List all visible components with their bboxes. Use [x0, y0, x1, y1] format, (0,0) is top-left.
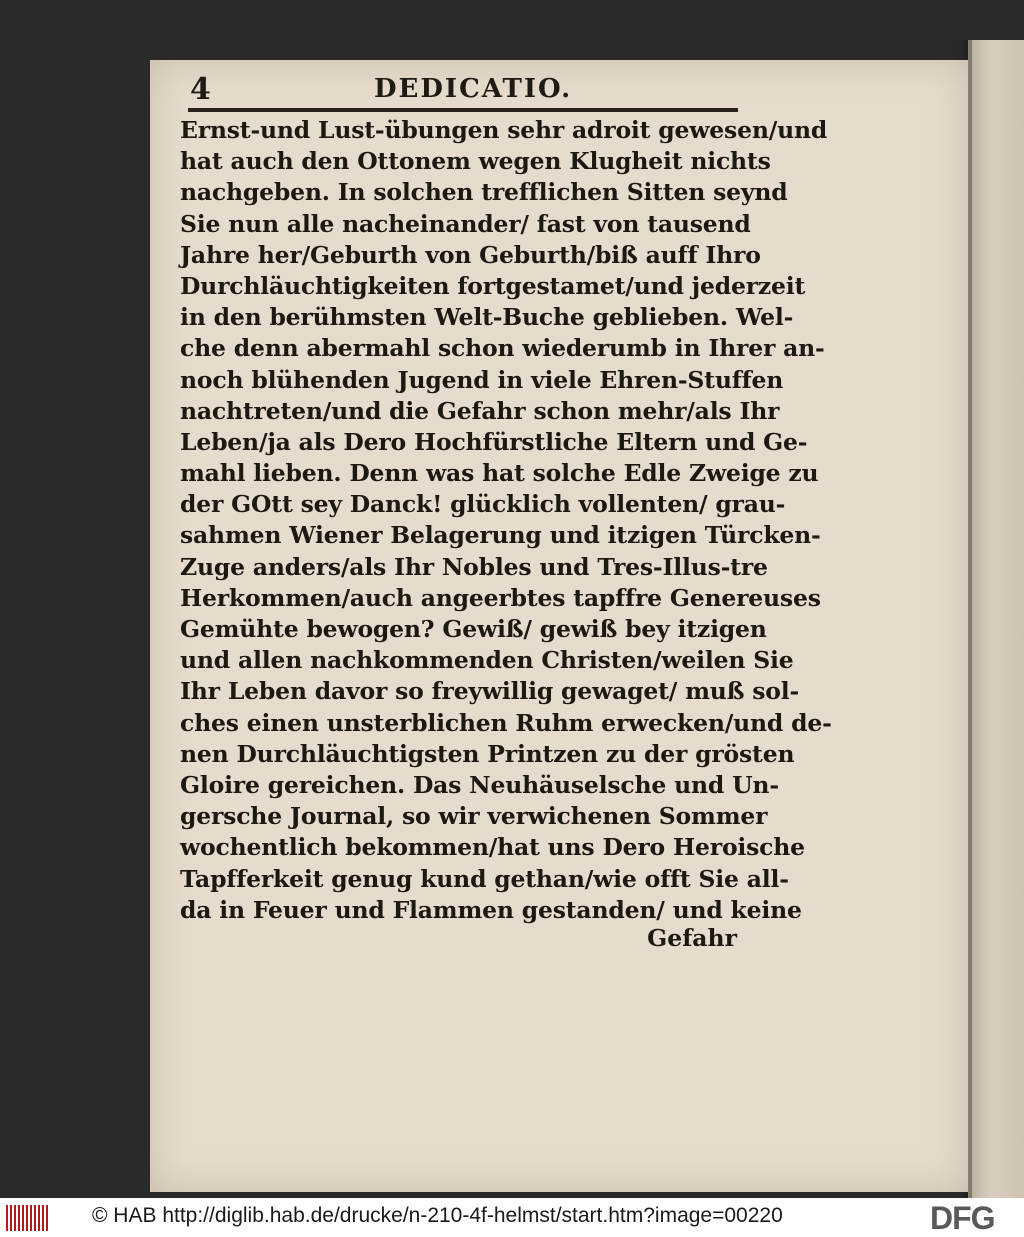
text-line: Durchläuchtigkeiten fortgestamet/und jederzeit: [180, 271, 806, 300]
header-rule: [188, 108, 738, 112]
text-line: hat auch den Ottonem wegen Klugheit nichts: [180, 147, 771, 176]
text-line: in den berühmsten Welt-Buche geblieben. Wel-: [180, 303, 794, 332]
text-line: nen Durchläuchtigsten Printzen zu der grösten: [180, 739, 795, 768]
text-line: Gloire gereichen. Das Neuhäuselsche und Un-: [180, 770, 779, 799]
text-line: Herkommen/auch angeerbtes tapffre Genereuses: [180, 583, 821, 612]
catchword: Gefahr: [647, 924, 737, 952]
text-line: ches einen unsterblichen Ruhm erwecken/und de-: [180, 708, 832, 737]
page-number: 4: [190, 72, 211, 107]
page-header: [190, 66, 740, 106]
body-text: [180, 115, 832, 926]
text-line: Jahre her/Geburth von Geburth/biß auff Ihro: [180, 240, 761, 269]
text-line: Sie nun alle nacheinander/ fast von tausend: [180, 209, 751, 238]
text-line: Tapfferkeit genug kund gethan/wie offt Sie all-: [180, 864, 789, 893]
text-line: der GOtt sey Danck! glücklich vollenten/ grau-: [180, 490, 786, 519]
next-page-edge: [968, 40, 1024, 1198]
text-line: da in Feuer und Flammen gestanden/ und keine: [180, 895, 802, 924]
source-link[interactable]: © HAB http://diglib.hab.de/drucke/n-210-4f-helmst/start.htm?image=00220: [92, 1204, 783, 1227]
text-line: und allen nachkommenden Christen/weilen Sie: [180, 646, 794, 675]
hab-logo-icon: [6, 1205, 48, 1231]
text-line: Ihr Leben davor so freywillig gewaget/ muß sol-: [180, 677, 800, 706]
text-line: nachtreten/und die Gefahr schon mehr/als Ihr: [180, 396, 780, 425]
text-line: wochentlich bekommen/hat uns Dero Heroische: [180, 833, 805, 862]
text-line: Ernst-und Lust-übungen sehr adroit gewesen/und: [180, 116, 828, 144]
text-line: che denn abermahl schon wiederumb in Ihrer an-: [180, 334, 825, 363]
running-title: DEDICATIO.: [374, 74, 573, 104]
text-line: Gemühte bewogen? Gewiß/ gewiß bey itzigen: [180, 615, 767, 643]
text-line: gersche Journal, so wir verwichenen Sommer: [180, 802, 768, 831]
text-line: noch blühenden Jugend in viele Ehren-Stuffen: [180, 365, 784, 394]
text-line: mahl lieben. Denn was hat solche Edle Zweige zu: [180, 459, 819, 488]
dfg-logo: DFG: [930, 1200, 995, 1236]
text-line: Leben/ja als Dero Hochfürstliche Eltern und Ge-: [180, 427, 808, 456]
text-line: nachgeben. In solchen trefflichen Sitten seynd: [180, 178, 788, 207]
viewer-footer: [0, 1198, 1024, 1237]
text-line: sahmen Wiener Belagerung und itzigen Türcken-: [180, 521, 821, 550]
text-line: Zuge anders/als Ihr Nobles und Tres-Illus-tre: [180, 552, 768, 581]
